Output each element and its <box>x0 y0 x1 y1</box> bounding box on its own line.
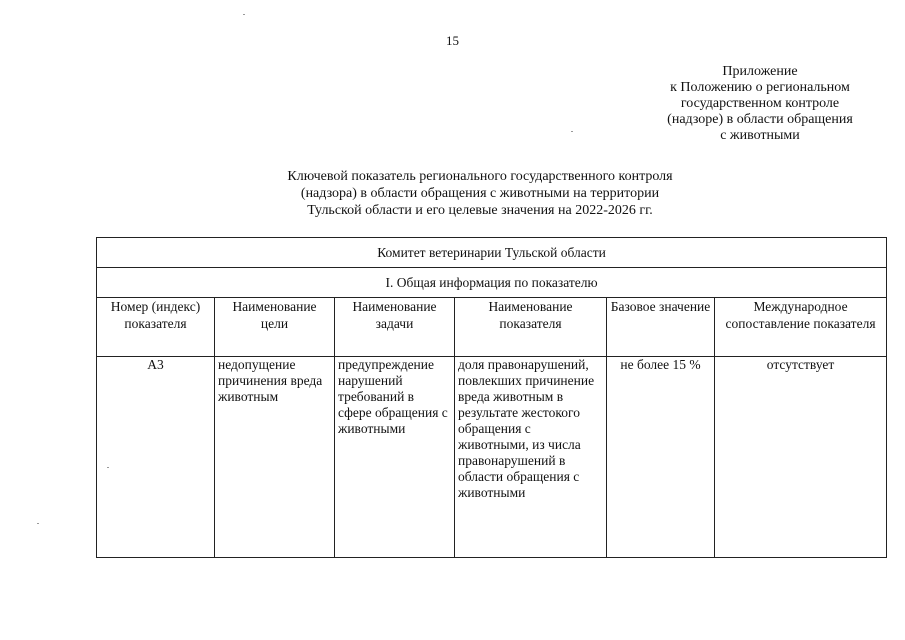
appendix-line: (надзоре) в области обращения <box>667 112 853 127</box>
cell-index: А3 <box>97 357 215 558</box>
header-international: Международное сопоставление показателя <box>715 298 887 357</box>
title-line: (надзора) в области обращения с животными на территории <box>300 186 660 201</box>
header-indicator: Наименование показателя <box>455 298 607 357</box>
appendix-line: с животными <box>720 128 800 143</box>
appendix-block <box>640 64 880 144</box>
header-base-value: Базовое значение <box>607 298 715 357</box>
indicator-table <box>96 237 887 558</box>
appendix-line: Приложение <box>722 64 798 79</box>
cell-international: отсутствует <box>715 357 887 558</box>
section-cell: I. Общая информация по показателю <box>97 268 887 298</box>
appendix-line: государственном контроле <box>680 96 840 111</box>
cell-task: предупреждение нарушений требований в сфере обращения с животными <box>335 357 455 558</box>
title-line: Тульской области и его целевые значения на 2022-2026 гг. <box>307 203 653 218</box>
header-goal: Наименование цели <box>215 298 335 357</box>
scan-speck <box>571 131 573 132</box>
document-title <box>230 168 730 219</box>
header-index: Номер (индекс) показателя <box>97 298 215 357</box>
cell-goal: недопущение причинения вреда животным <box>215 357 335 558</box>
scan-speck <box>37 523 39 524</box>
scan-speck <box>243 14 245 15</box>
table-row <box>97 357 887 558</box>
committee-row <box>97 238 887 268</box>
title-line: Ключевой показатель регионального государственного контроля <box>287 169 673 184</box>
committee-cell: Комитет ветеринарии Тульской области <box>97 238 887 268</box>
cell-base-value: не более 15 % <box>607 357 715 558</box>
scan-speck <box>107 467 109 468</box>
page-number: 15 <box>446 33 459 48</box>
header-row <box>97 298 887 357</box>
header-task: Наименование задачи <box>335 298 455 357</box>
section-row <box>97 268 887 298</box>
cell-indicator: доля правонарушений, повлекших причинение вреда животным в результате жестокого обращения с животными, из числа правонарушений в области обращения с животными <box>455 357 607 558</box>
appendix-line: к Положению о региональном <box>670 80 850 95</box>
